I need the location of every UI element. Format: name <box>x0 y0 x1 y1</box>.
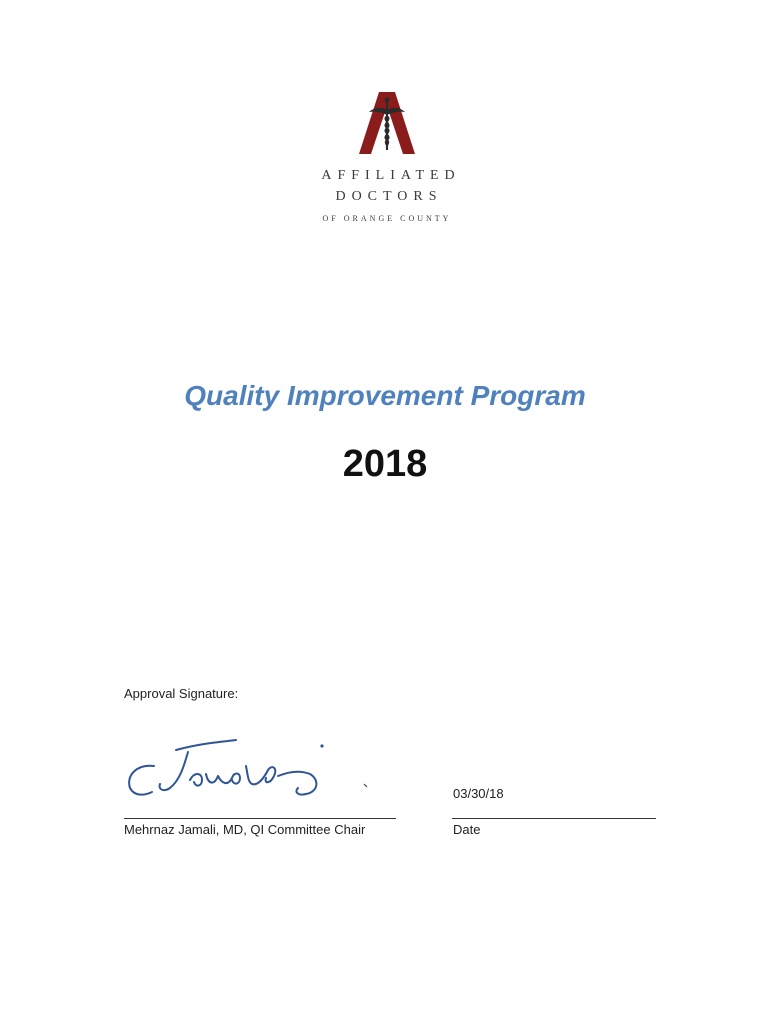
signature-date-value: 03/30/18 <box>453 786 504 801</box>
caduceus-a-logo-icon <box>359 92 415 154</box>
date-caption: Date <box>453 822 481 837</box>
date-line <box>452 818 656 819</box>
logo-text-orange-county: OF ORANGE COUNTY <box>322 214 452 223</box>
logo-text-affiliated: AFFILIATED <box>321 168 461 183</box>
document-title: Quality Improvement Program <box>184 380 586 411</box>
signer-caption: Mehrnaz Jamali, MD, QI Committee Chair <box>124 822 366 837</box>
signature-line <box>124 818 396 819</box>
logo-text-doctors: DOCTORS <box>335 189 443 204</box>
approval-signature-label: Approval Signature: <box>124 686 239 701</box>
handwritten-signature <box>118 732 378 804</box>
document-year: 2018 <box>342 443 428 485</box>
